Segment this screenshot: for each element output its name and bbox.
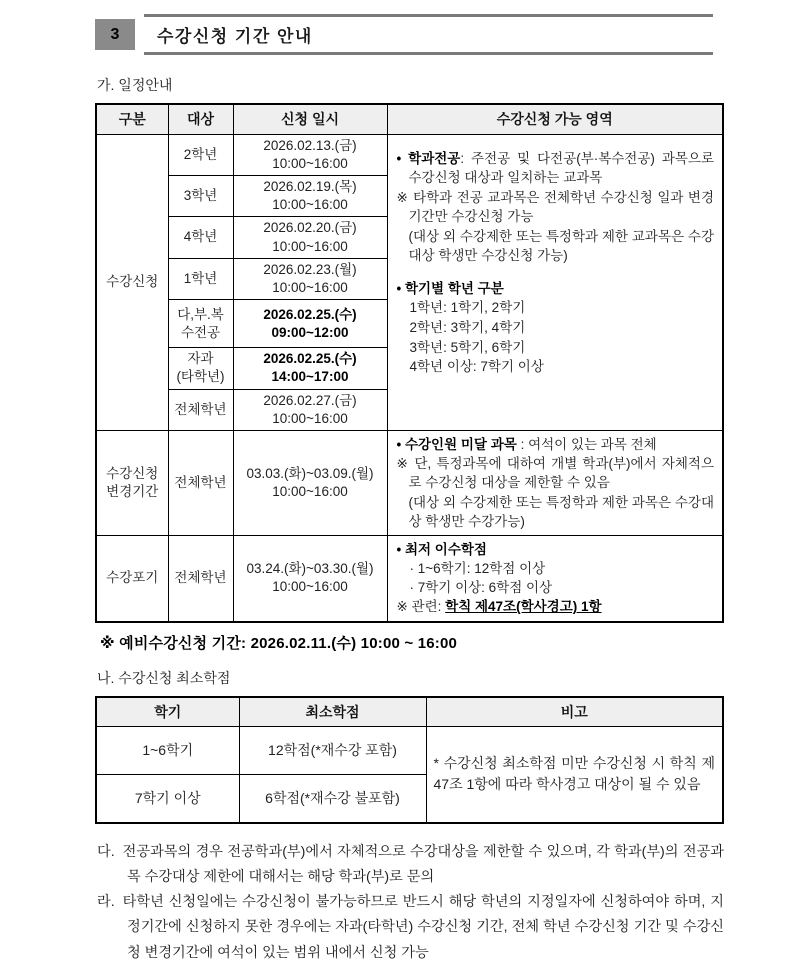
datetime-cell: 03.24.(화)~03.30.(월) 10:00~16:00 bbox=[233, 535, 387, 621]
datetime-cell bbox=[233, 134, 387, 175]
target-cell: 다,부.복 수전공 bbox=[168, 300, 233, 348]
section-number-box: 3 bbox=[95, 19, 135, 50]
area-bullet-major: • 학과전공: 주전공 및 다전공(부·복수전공) 과목으로 수강신청 대상과 일치하는 교과목 bbox=[396, 150, 714, 186]
note-da: 다. 전공과목의 경우 전공학과(부)에서 자체적으로 수강대상을 제한할 수 있으며, 각 학과(부)의 전공과목 수강대상 제한에 대해서는 해당 학과(부)로 문의 bbox=[97, 843, 724, 885]
datetime-cell: 2026.02.25.(수) 14:00~17:00 bbox=[233, 348, 387, 389]
target-cell: 4학년 bbox=[168, 217, 233, 258]
semester-line: 2학년: 3학기, 4학기 bbox=[409, 320, 526, 335]
target-cell: 전체학년 bbox=[168, 535, 233, 621]
pre-registration-note: ※ 예비수강신청 기간: 2026.02.11.(수) 10:00 ~ 16:00 bbox=[100, 634, 458, 652]
remark-cell: * 수강신청 최소학점 미만 수강신청 시 학칙 제47조 1항에 따라 학사경고 대상이 될 수 있음 bbox=[426, 727, 723, 823]
col-header-category: 구분 bbox=[96, 104, 168, 134]
table-row-drop bbox=[96, 535, 723, 621]
semester-line: 1학년: 1학기, 2학기 bbox=[409, 300, 526, 316]
area-bullet-semester: • 학기별 학년 구분 1학년: 1학기, 2학기 2학년: 3학기, 4학기 3학년: 5학기, 6학기 4학년 이상: 7학기 이상 bbox=[397, 279, 715, 377]
semester-cell: 1~6학기 bbox=[96, 727, 239, 775]
category-change-period: 수강신청 변경기간 bbox=[96, 431, 168, 536]
table-row bbox=[96, 727, 723, 775]
target-cell: 2학년 bbox=[168, 134, 233, 175]
subsection-a-label: 가. 일정안내 bbox=[97, 77, 173, 93]
registration-area-cell bbox=[387, 134, 723, 431]
change-period-area-cell: • 수강인원 미달 과목 : 여석이 있는 과목 전체 ※ 단, 특정과목에 대하여 개별 학과(부)에서 자체적으로 수강신청 대상을 제한할 수 있음 (대상 외 수강제한 또는 특정학과 제한 과목은 수강대상 학생만 수강가능) bbox=[387, 431, 723, 536]
document-page bbox=[0, 14, 793, 961]
credits-cell: 6학점(*재수강 불포함) bbox=[239, 775, 426, 823]
bottom-notes bbox=[97, 840, 724, 966]
table-row-change-period bbox=[96, 431, 723, 536]
target-cell: 전체학년 bbox=[168, 389, 233, 430]
min-credits-header-row bbox=[96, 697, 723, 727]
credits-cell: 12학점(*재수강 포함) bbox=[239, 727, 426, 775]
datetime-cell: 2026.02.27.(금) 10:00~16:00 bbox=[233, 389, 387, 430]
section-title-box bbox=[144, 14, 713, 55]
datetime-cell: 03.03.(화)~03.09.(월) 10:00~16:00 bbox=[233, 431, 387, 536]
section-header bbox=[95, 14, 713, 55]
category-drop: 수강포기 bbox=[96, 535, 168, 621]
drop-area-cell: • 최저 이수학점 · 1~6학기: 12학점 이상 · 7학기 이상: 6학점 이상 ※ 관련: 학칙 제47조(학사경고) 1항 bbox=[387, 535, 723, 621]
datetime-cell: 2026.02.20.(금) 10:00~16:00 bbox=[233, 217, 387, 258]
datetime-cell: 2026.02.23.(월) 10:00~16:00 bbox=[233, 258, 387, 299]
area-note-other-dept: ※ 타학과 전공 교과목은 전체학년 수강신청 일과 변경기간만 수강신청 가능 bbox=[396, 189, 714, 225]
col-header-datetime: 신청 일시 bbox=[233, 104, 387, 134]
page-title: 수강신청 기간 안내 bbox=[157, 27, 313, 46]
time-line: 10:00~16:00 bbox=[272, 155, 348, 171]
note-ra: 라. 타학년 신청일에는 수강신청이 불가능하므로 반드시 해당 학년의 지정일자에 신청하여야 하며, 지정기간에 신청하지 못한 경우에는 자과(타학년) 수강신청 기간, 전체 학년 수강신청 기간 및 수강신청 변경기간에 여석이 있는 범위 내에서 신청 가능 bbox=[97, 894, 724, 961]
col-header-remark: 비고 bbox=[426, 697, 723, 727]
col-header-semester: 학기 bbox=[96, 697, 239, 727]
semester-line: 4학년 이상: 7학기 이상 bbox=[409, 359, 544, 375]
table-row bbox=[96, 134, 723, 175]
datetime-cell: 2026.02.25.(수) 09:00~12:00 bbox=[233, 300, 387, 348]
col-header-min-credits: 최소학점 bbox=[239, 697, 426, 727]
target-cell: 자과 (타학년) bbox=[168, 348, 233, 389]
col-header-target: 대상 bbox=[168, 104, 233, 134]
semester-cell: 7학기 이상 bbox=[96, 775, 239, 823]
semester-line: 3학년: 5학기, 6학기 bbox=[409, 339, 526, 355]
target-cell: 1학년 bbox=[168, 258, 233, 299]
col-header-area: 수강신청 가능 영역 bbox=[387, 104, 723, 134]
category-registration: 수강신청 bbox=[96, 134, 168, 431]
subsection-b-label: 나. 수강신청 최소학점 bbox=[97, 669, 231, 686]
target-cell: 3학년 bbox=[168, 175, 233, 216]
rule-reference: 학칙 제47조(학사경고) 1항 bbox=[445, 599, 602, 615]
date-line: 2026.02.13.(금) bbox=[263, 137, 357, 153]
area-note-restriction: (대상 외 수강제한 또는 특정학과 제한 교과목은 수강대상 학생만 수강신청 가능) bbox=[408, 228, 714, 264]
min-credits-table bbox=[95, 696, 724, 824]
target-cell: 전체학년 bbox=[168, 431, 233, 536]
schedule-table-header-row bbox=[96, 104, 723, 134]
schedule-table bbox=[95, 103, 724, 623]
datetime-cell: 2026.02.19.(목) 10:00~16:00 bbox=[233, 175, 387, 216]
